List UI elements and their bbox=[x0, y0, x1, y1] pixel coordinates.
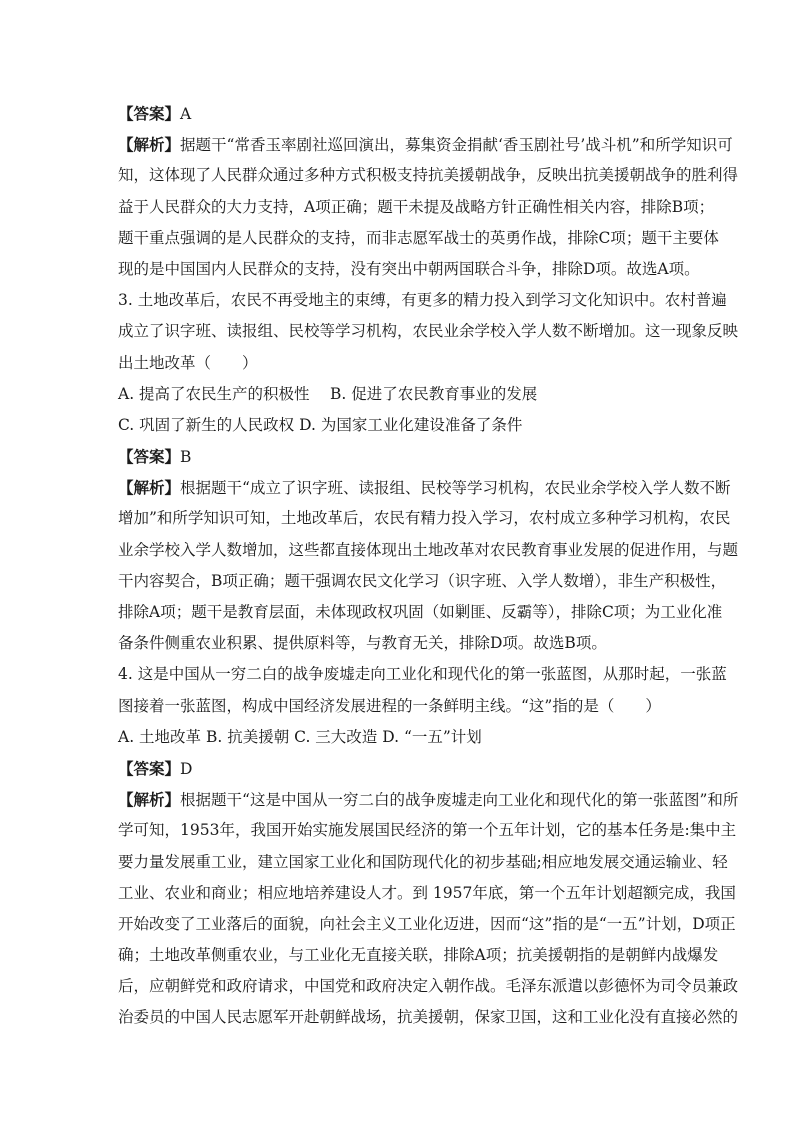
analysis-text: 现的是中国国内人民群众的支持，没有突出中朝两国联合斗争，排除D项。故选A项。 bbox=[118, 259, 700, 278]
question-options: A. 提高了农民生产的积极性 B. 促进了农民教育事业的发展 bbox=[118, 384, 538, 403]
answer-line bbox=[118, 98, 682, 129]
answer-value: A bbox=[180, 105, 192, 123]
analysis-text: 要力量发展重工业，建立国家工业化和国防现代化的初步基础;相应地发展交通运输业、轻 bbox=[118, 852, 728, 871]
question-options: A. 土地改革 B. 抗美援朝 C. 三大改造 D. “一五”计划 bbox=[118, 727, 482, 746]
question-stem: 图接着一张蓝图，构成中国经济发展进程的一条鲜明主线。“这”指的是（ ） bbox=[118, 696, 661, 715]
question-stem: 出土地改革（ ） bbox=[118, 353, 258, 372]
analysis-text: 开始改变了工业落后的面貌，向社会主义工业化迈进，因而“这”指的是“一五”计划，D项正 bbox=[118, 914, 736, 933]
answer-tag: 【答案】 bbox=[118, 447, 181, 467]
analysis-text: 学可知，1953年，我国开始实施发展国民经济的第一个五年计划，它的基本任务是:集中主 bbox=[118, 821, 737, 840]
analysis-tag: 【解析】 bbox=[118, 790, 181, 810]
answer-tag: 【答案】 bbox=[118, 104, 181, 123]
analysis-text: 益于人民群众的大力支持，A项正确；题干未提及战略方针正确性相关内容，排除B项； bbox=[118, 197, 715, 216]
analysis-text: 后，应朝鲜党和政府请求，中国党和政府决定入朝作战。毛泽东派遣以彭德怀为司令员兼政 bbox=[118, 977, 739, 996]
analysis-text: 排除A项；题干是教育层面，未体现政权巩固（如剿匪、反霸等），排除C项；为工业化准 bbox=[118, 603, 723, 621]
answer-tag: 【答案】 bbox=[118, 758, 181, 778]
analysis-line bbox=[118, 129, 733, 160]
analysis-tag: 【解析】 bbox=[118, 135, 181, 155]
analysis-text: 题干重点强调的是人民群众的支持，而非志愿军战士的英勇作战，排除C项；题干主要体 bbox=[118, 228, 719, 247]
analysis-tag: 【解析】 bbox=[118, 478, 181, 498]
analysis-text: 根据题干“成立了识字班、读报组、民校等学习机构，农民业余学校入学人数不断 bbox=[180, 479, 731, 498]
analysis-text: 据题干“常香玉率剧社巡回演出，募集资金捐献‘香玉剧社号’战斗机”和所学知识可 bbox=[180, 136, 733, 155]
answer-value: D bbox=[180, 759, 193, 778]
analysis-text: 业余学校入学人数增加，这些都直接体现出土地改革对农民教育事业发展的促进作用，与题 bbox=[118, 540, 739, 559]
question-stem: 3. 土地改革后，农民不再受地主的束缚，有更多的精力投入到学习文化知识中。农村普遍 bbox=[118, 291, 727, 310]
document-page bbox=[118, 98, 739, 1034]
analysis-text: 备条件侧重农业积累、提供原料等，与教育无关，排除D项。故选B项。 bbox=[118, 634, 607, 653]
analysis-text: 增加”和所学知识可知，土地改革后，农民有精力投入学习，农村成立多种学习机构，农民 bbox=[118, 509, 731, 528]
question-stem: 成立了识字班、读报组、民校等学习机构，农民业余学校入学人数不断增加。这一现象反映 bbox=[118, 322, 739, 341]
analysis-text: 知，这体现了人民群众通过多种方式积极支持抗美援朝战争，反映出抗美援朝战争的胜利得 bbox=[118, 166, 739, 185]
answer-line bbox=[118, 441, 682, 472]
analysis-text: 干内容契合，B项正确；题干强调农民文化学习（识字班、入学人数增），非生产积极性， bbox=[118, 571, 727, 590]
analysis-text: 工业、农业和商业；相应地培养建设人才。到 1957年底，第一个五年计划超额完成，我国 bbox=[118, 883, 736, 902]
question-stem: 4. 这是中国从一穷二白的战争废墟走向工业化和现代化的第一张蓝图，从那时起，一张蓝 bbox=[118, 665, 727, 684]
analysis-text: 确；土地改革侧重农业，与工业化无直接关联，排除A项；抗美援朝指的是朝鲜内战爆发 bbox=[118, 946, 719, 965]
question-options: C. 巩固了新生的人民政权 D. 为国家工业化建设准备了条件 bbox=[118, 415, 523, 434]
analysis-text: 治委员的中国人民志愿军开赴朝鲜战场，抗美援朝，保家卫国，这和工业化没有直接必然的 bbox=[118, 1008, 739, 1027]
analysis-text: 根据题干“这是中国从一穷二白的战争废墟走向工业化和现代化的第一张蓝图”和所 bbox=[180, 791, 739, 810]
analysis-line bbox=[118, 472, 731, 503]
answer-line bbox=[118, 753, 682, 784]
analysis-line bbox=[118, 784, 739, 815]
answer-value: B bbox=[180, 448, 192, 467]
